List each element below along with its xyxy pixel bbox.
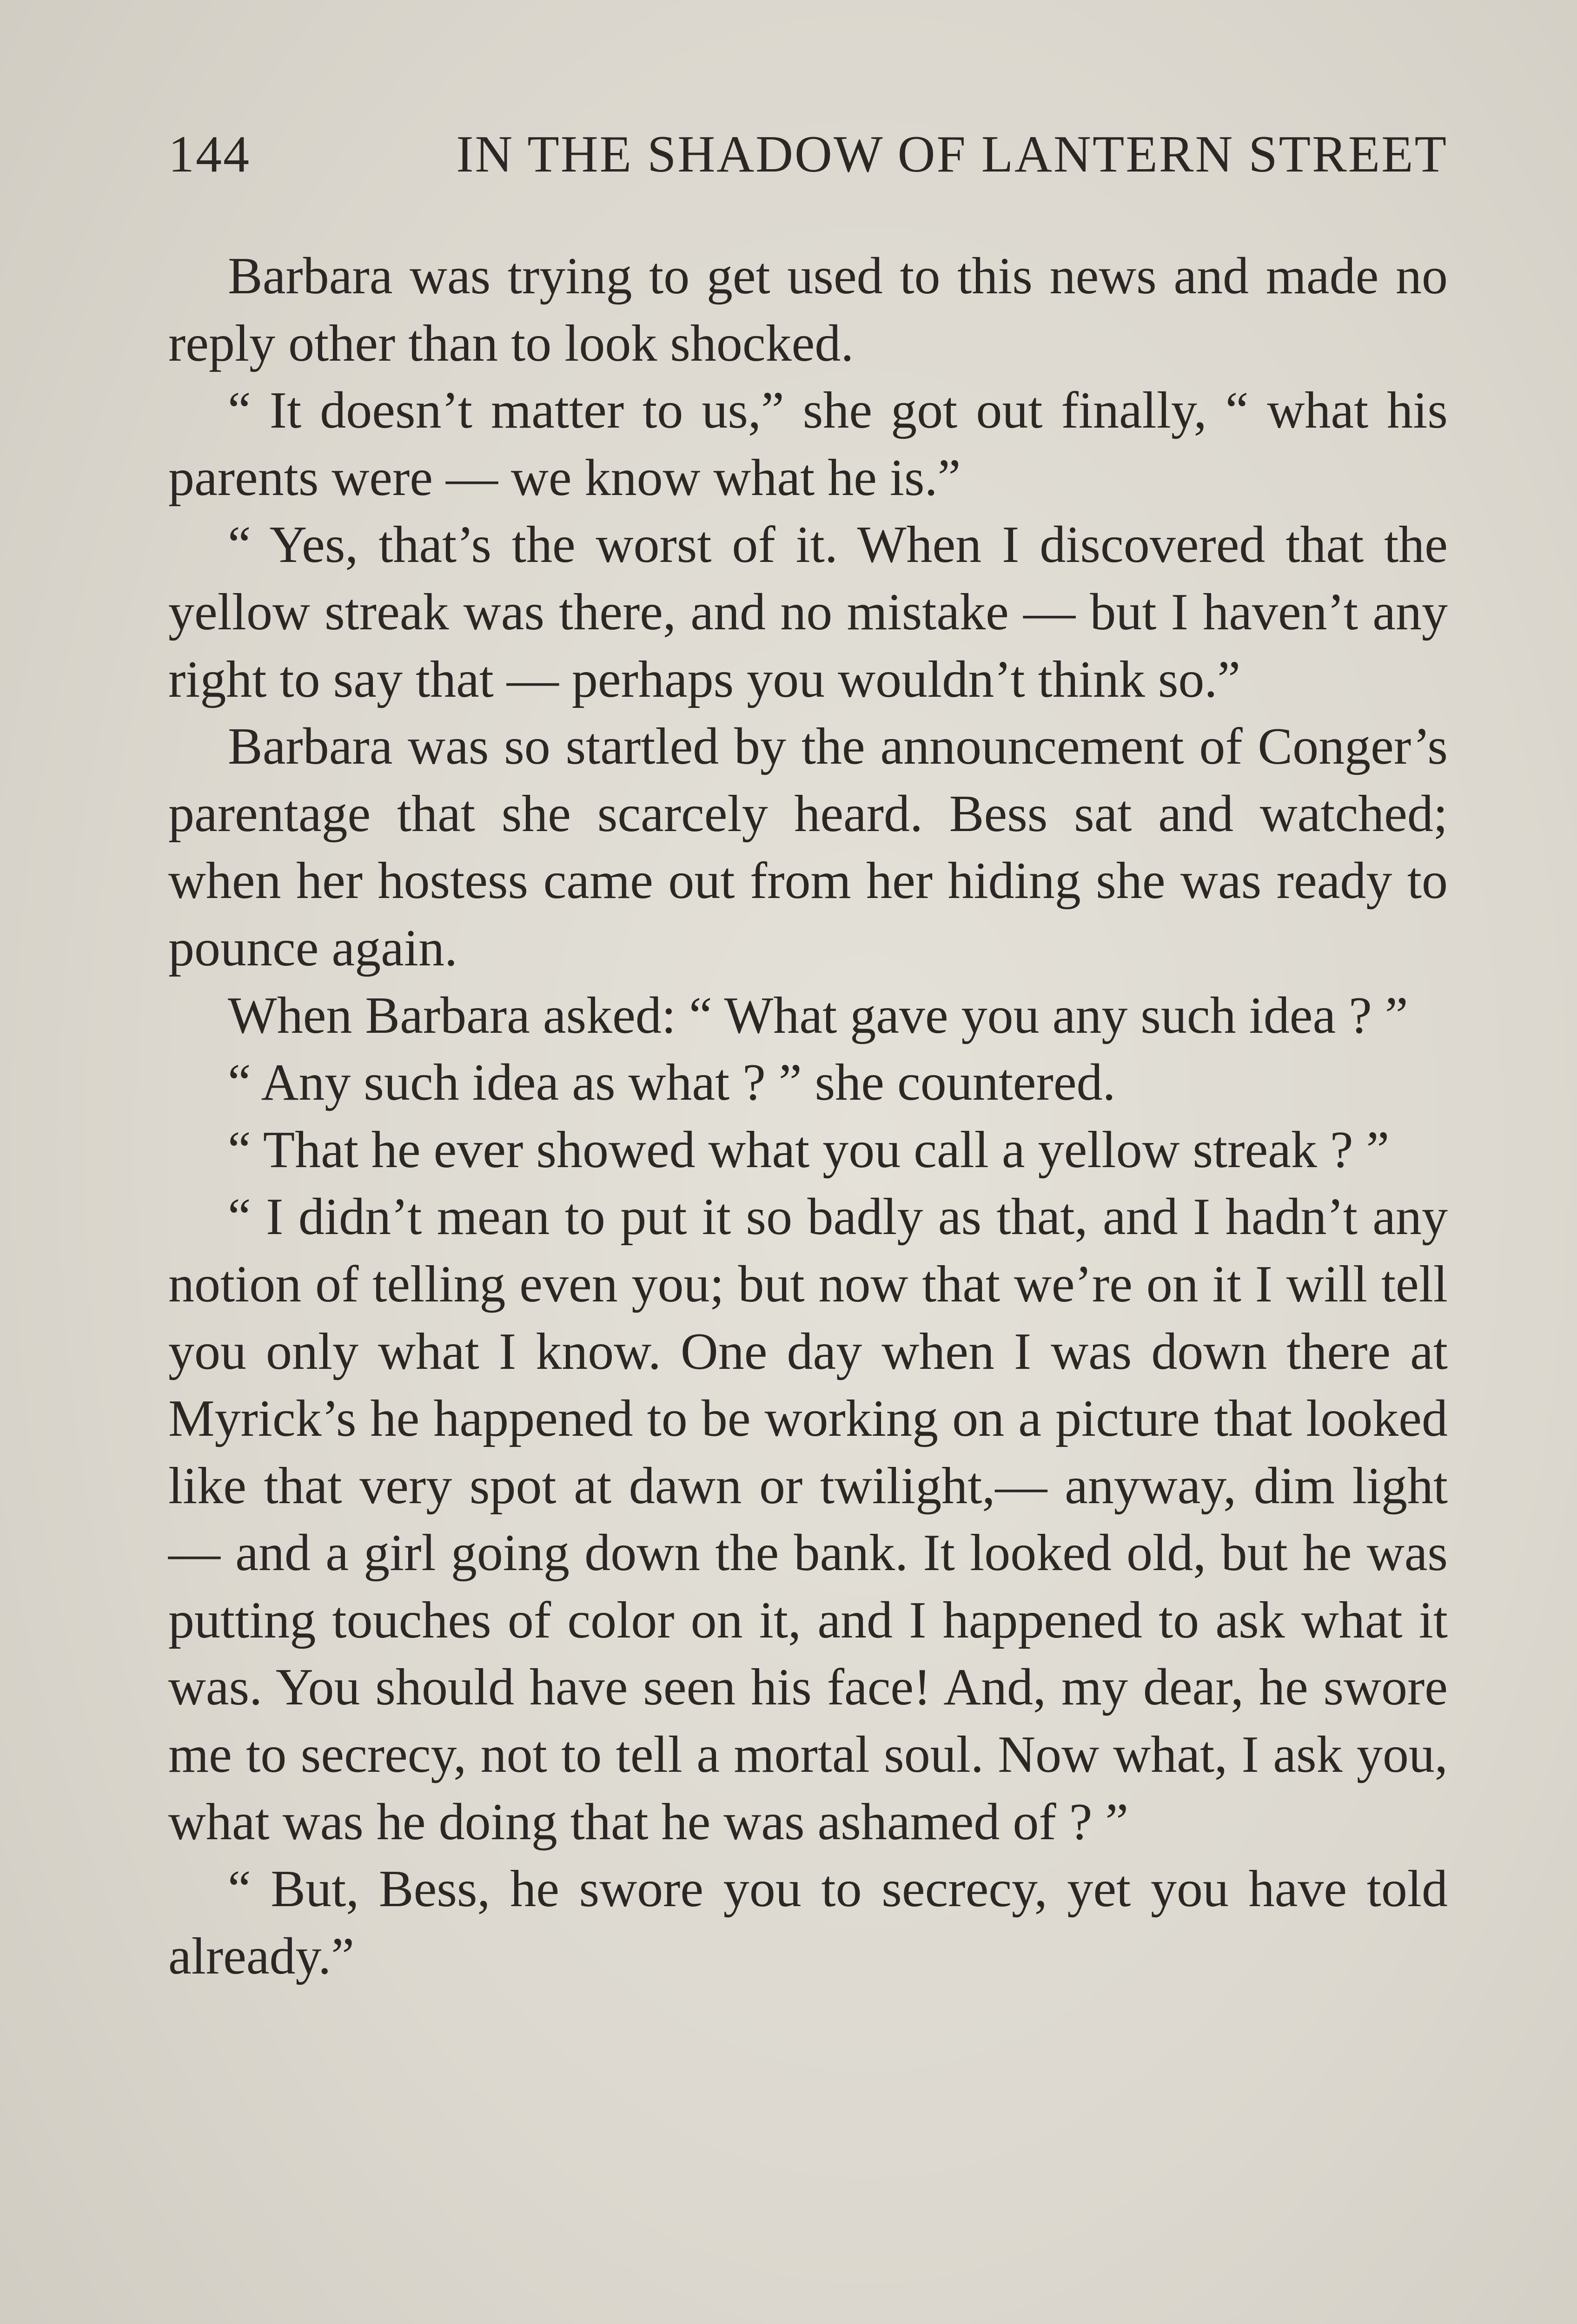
paragraph: “ Yes, that’s the worst of it. When I discovered that the yellow streak was there, and no mistake — but I haven’t any right to say that — perhaps you wouldn’t think so.” <box>168 516 1448 708</box>
paragraph: When Barbara asked: “ What gave you any such idea ? ” <box>228 986 1408 1044</box>
paragraph: Barbara was so startled by the announcement of Conger’s parentage that she scarcely heard. Bess sat and watched; when her hostess came out from her hiding she was ready to pounce again. <box>168 718 1448 977</box>
paragraph: Barbara was trying to get used to this news and made no reply other than to look shocked. <box>168 247 1448 372</box>
paragraph: “ It doesn’t matter to us,” she got out finally, “ what his parents were — we know what he is.” <box>168 382 1448 507</box>
page-number: 144 <box>168 125 251 183</box>
paragraph: “ But, Bess, he swore you to secrecy, yet you have told already.” <box>168 1860 1448 1985</box>
paragraph: “ Any such idea as what ? ” she countered. <box>228 1054 1116 1112</box>
running-head: IN THE SHADOW OF LANTERN STREET <box>456 125 1448 183</box>
paragraph: “ I didn’t mean to put it so badly as that, and I hadn’t any notion of telling even you; but now that we’re on it I will tell you only what I know. One day when I was down there at Myrick’s he happened to be working on a picture that looked like that very spot at dawn or twilight,— anyway, dim light — and a girl going down the bank. It looked old, but he was putting touches of color on it, and I happened to ask what it was. You should have seen his face! And, my dear, he swore me to secrecy, not to tell a mortal soul. Now what, I ask you, what was he doing that he was ashamed of ? ” <box>168 1188 1448 1851</box>
paragraph: “ That he ever showed what you call a yellow streak ? ” <box>228 1121 1390 1179</box>
page-header <box>168 125 1448 194</box>
body-text <box>168 243 1448 1990</box>
